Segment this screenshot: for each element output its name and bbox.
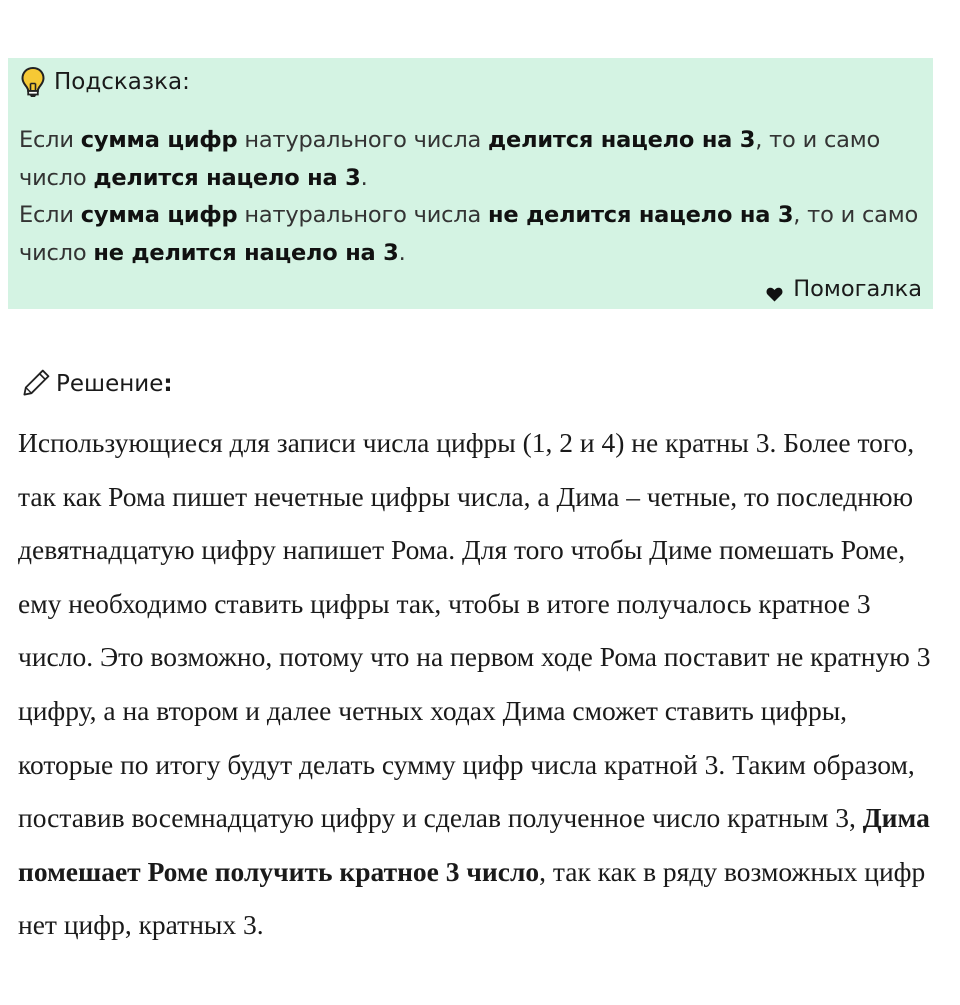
lightbulb-icon bbox=[20, 66, 46, 98]
pomogalka-label[interactable]: Помогалка bbox=[793, 276, 922, 302]
solution-colon: : bbox=[163, 371, 173, 397]
hint-title: Подсказка: bbox=[54, 69, 190, 95]
hint-text bbox=[19, 122, 924, 272]
hint-box bbox=[8, 58, 933, 309]
solution-title: Решение bbox=[56, 371, 164, 397]
hint-header bbox=[20, 66, 190, 98]
heart-icon bbox=[766, 282, 783, 297]
pomogalka-link[interactable] bbox=[766, 276, 922, 302]
solution-conclusion: Дима помешает Роме получить кратное 3 число bbox=[18, 802, 930, 887]
hint-paragraph-1: Если сумма цифр натурального числа делится нацело на 3, то и само число делится нацело на 3. bbox=[19, 127, 881, 191]
pencil-icon bbox=[18, 366, 52, 402]
hint-paragraph-2: Если сумма цифр натурального числа не делится нацело на 3, то и само число не делится нацело на 3. bbox=[19, 202, 919, 266]
solution-header bbox=[18, 366, 173, 402]
solution-body: Использующиеся для записи числа цифры (1, 2 и 4) не кратны 3. Более того, так как Рома пишет нечетные цифры числа, а Дима – четные, то последнюю девятнадцатую цифру напишет Рома. Для того чтобы Диме помешать Роме, ему необходимо ставить цифры так, чтобы в итоге получалось кратное 3 число. Это возможно, потому что на первом ходе Рома поставит не кратную 3 цифру, а на втором и далее четных ходах Дима сможет ставить цифры, которые по итогу будут делать сумму цифр числа кратной 3. Таким образом, поставив восемнадцатую цифру и сделав полученное число кратным 3, Дима помешает Роме получить кратное 3 число, так как в ряду возможных цифр нет цифр, кратных 3. bbox=[18, 427, 931, 941]
